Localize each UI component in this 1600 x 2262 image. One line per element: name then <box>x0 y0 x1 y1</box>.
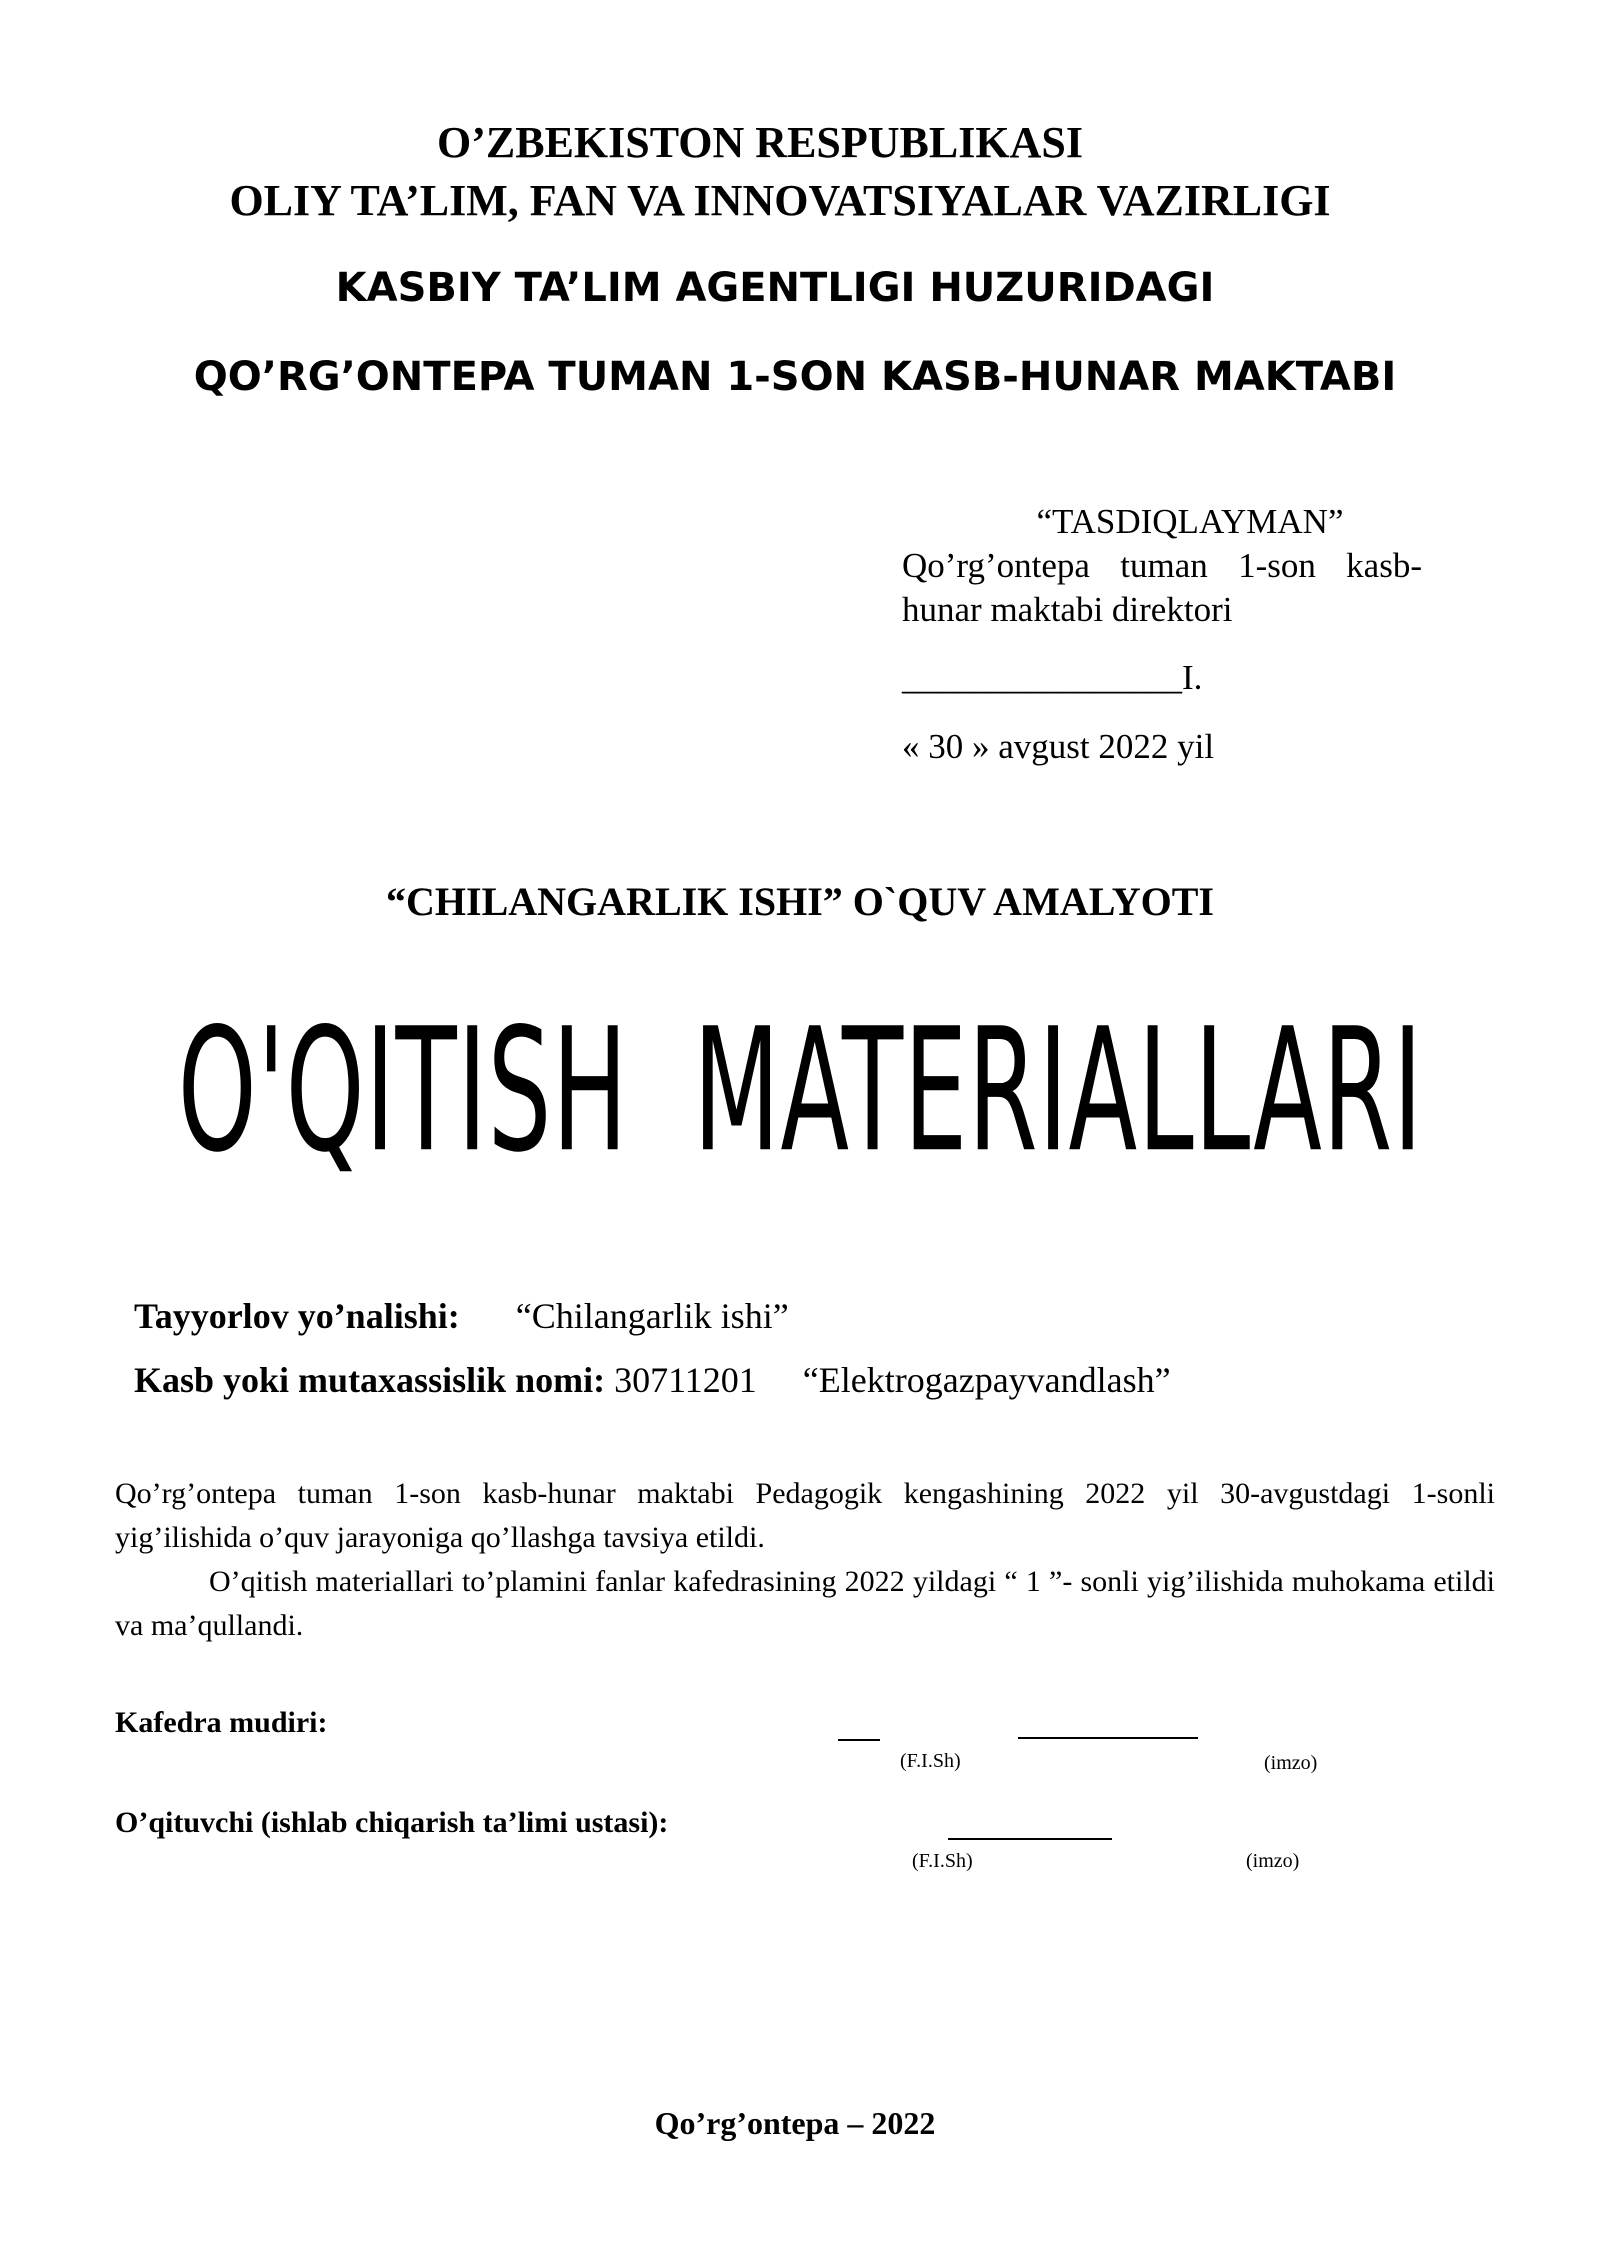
school-heading: QO’RG’ONTEPA TUMAN 1-SON KASB-HUNAR MAKTABI <box>193 354 1397 400</box>
ministry-country-heading: O’ZBEKISTON RESPUBLIKASI <box>437 118 1083 167</box>
recommendation-paragraph <box>115 1472 1495 1648</box>
profession-code: 30711201 <box>614 1360 757 1400</box>
footer-place-year: Qo’rg’ontepa – 2022 <box>654 2105 936 2141</box>
direction-label: Tayyorlov yo’nalishi: <box>134 1296 460 1336</box>
teacher-fish-caption: (F.I.Sh) <box>912 1850 973 1872</box>
profession-value: “Elektrogazpayvandlash” <box>802 1360 1171 1400</box>
main-title-wrapper <box>0 980 1600 1200</box>
teacher-imzo-caption: (imzo) <box>1246 1850 1300 1872</box>
head-signature-line <box>1018 1737 1198 1739</box>
profession-row <box>134 1359 1171 1401</box>
teacher-signature-line <box>948 1838 1112 1840</box>
head-imzo-caption: (imzo) <box>1264 1752 1318 1774</box>
approval-body: Qo’rg’ontepa tuman 1-son kasb-hunar maktabi direktori <box>902 546 1422 629</box>
approval-block <box>902 500 1422 632</box>
direction-value: “Chilangarlik ishi” <box>515 1296 789 1336</box>
approval-signature-line: ________________I. <box>902 658 1203 697</box>
subject-title: “CHILANGARLIK ISHI” O`QUV AMALYOTI <box>386 879 1214 924</box>
recommendation-text: Qo’rg’ontepa tuman 1-son kasb-hunar maktabi Pedagogik kengashining 2022 yil 30-avgustdagi 1-sonli yig’ilishida o’quv jarayoniga qo’llashga tavsiya etildi. <box>115 1477 1495 1554</box>
approval-date: « 30 » avgust 2022 yil <box>902 727 1215 766</box>
main-title: O'QITISH MATERIALLARI <box>177 990 1423 1190</box>
approval-text: O’qitish materiallari to’plamini fanlar kafedrasining 2022 yildagi “ 1 ”- sonli yig’ilishida muhokama etildi va ma’qullandi. <box>115 1565 1495 1642</box>
head-of-department-label: Kafedra mudiri: <box>115 1706 328 1739</box>
approval-title: “TASDIQLAYMAN” <box>1036 502 1344 541</box>
head-fish-caption: (F.I.Sh) <box>900 1750 961 1772</box>
agency-heading: KASBIY TA’LIM AGENTLIGI HUZURIDAGI <box>335 265 1215 311</box>
head-fish-line <box>838 1739 880 1741</box>
teacher-label: O’qituvchi (ishlab chiqarish ta’limi ustasi): <box>115 1806 669 1839</box>
profession-label: Kasb yoki mutaxassislik nomi: <box>134 1360 606 1400</box>
ministry-name-heading: OLIY TA’LIM, FAN VA INNOVATSIYALAR VAZIRLIGI <box>229 176 1331 225</box>
direction-row <box>134 1295 789 1337</box>
